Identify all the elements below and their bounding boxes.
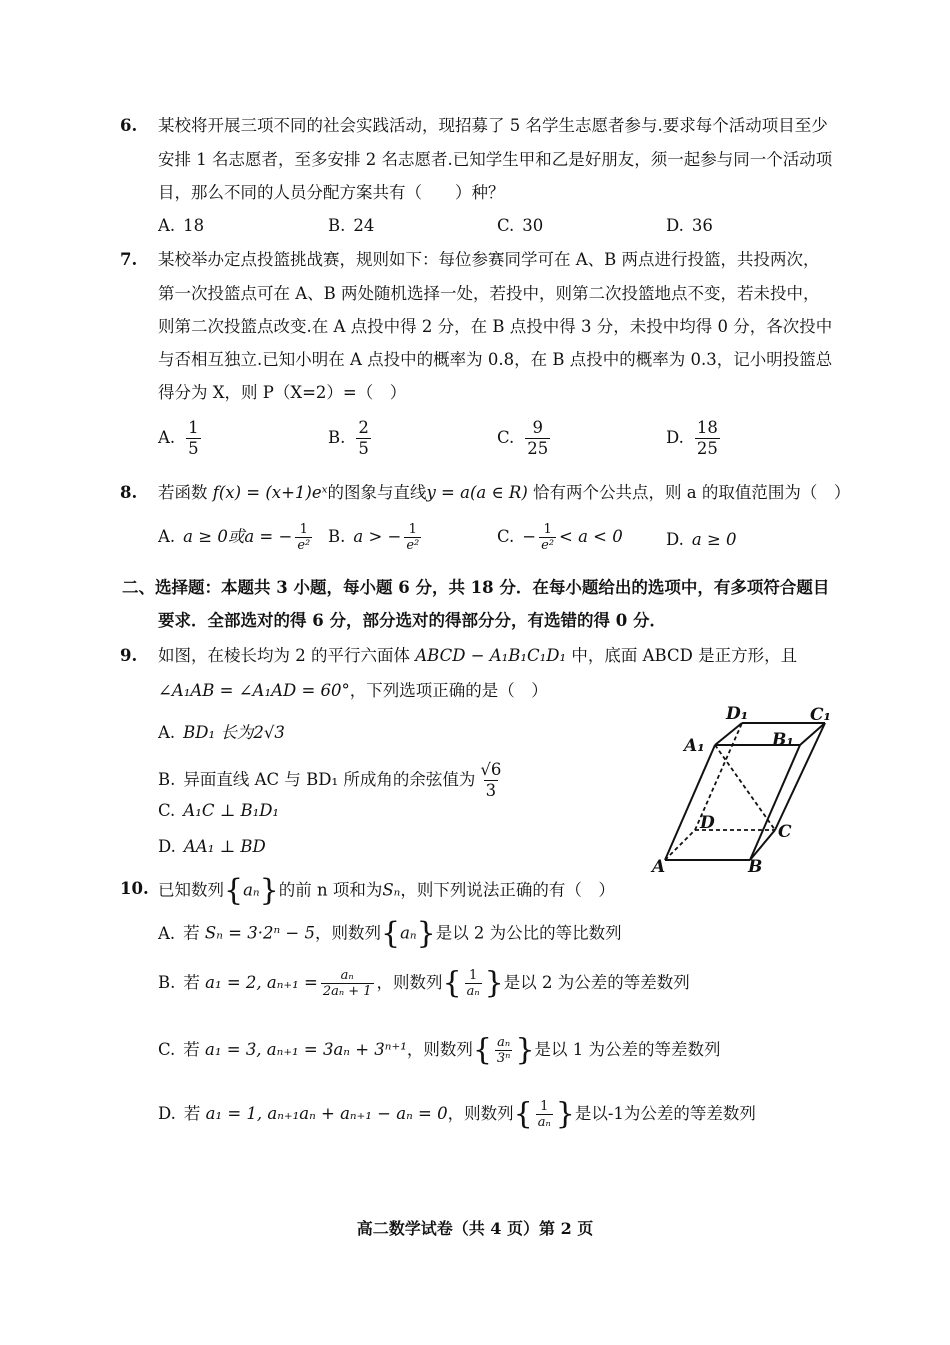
q9-number: 9. xyxy=(120,646,138,665)
q10-option-b-end: 是以 2 为公差的等差数列 xyxy=(503,973,690,992)
parallelepiped-figure xyxy=(650,705,850,875)
q7-option-a-label: A. xyxy=(158,428,176,447)
q10-option-b-seq-num: 1 xyxy=(469,968,478,983)
q7-line-1: 某校举办定点投篮挑战赛，规则如下：每位参赛同学可在 A、B 两点进行投篮，共投两次， xyxy=(158,250,820,269)
q9-option-b-num: √6 xyxy=(480,760,502,779)
q10-option-b-den: 2aₙ + 1 xyxy=(322,984,372,999)
q7-line-2: 第一次投篮点可在 A、B 两处随机选择一处，若投中，则第二次投篮地点不变，若未投中， xyxy=(158,284,820,303)
q9-line-1-post: 中，底面 ABCD 是正方形，且 xyxy=(571,646,798,665)
q8-option-c xyxy=(497,522,623,553)
vertex-label-b1: B₁ xyxy=(772,730,794,750)
edge-AD-hidden xyxy=(665,830,695,860)
q9-line-2 xyxy=(158,680,548,702)
q8-stem-pre: 若函数 xyxy=(158,483,208,502)
q10-option-d-seq-num: 1 xyxy=(540,1099,549,1114)
vertex-label-b: B xyxy=(748,857,763,875)
q10-option-b-pre: 若 xyxy=(183,973,200,992)
q7-option-c-num: 9 xyxy=(532,418,544,437)
q10-option-b-math: a₁ = 2, aₙ₊₁ = xyxy=(205,973,318,992)
q7-line-5: 得分为 X，则 P（X=2）=（ ） xyxy=(158,383,407,402)
q7-option-d-den: 25 xyxy=(696,439,718,458)
q10-sum: Sₙ xyxy=(382,880,401,900)
q6-option-a-text: 18 xyxy=(183,216,205,235)
q7-option-d xyxy=(666,418,723,459)
q8-option-c-label: C. xyxy=(497,527,515,546)
q7-option-a-num: 1 xyxy=(188,418,199,437)
vertex-label-a: A xyxy=(652,857,666,875)
q8-option-d-label: D. xyxy=(666,530,684,549)
q7-option-c-label: C. xyxy=(497,428,515,447)
q6-option-d xyxy=(666,215,713,237)
diagonal-A1C xyxy=(715,745,775,830)
page-footer: 高二数学试卷（共 4 页）第 2 页 xyxy=(356,1219,594,1238)
section2-heading-line-1: 二、选择题：本题共 3 小题，每小题 6 分，共 18 分．在每小题给出的选项中，有多项符合题目 xyxy=(122,578,830,597)
q10-option-a-seq: aₙ xyxy=(400,923,417,943)
q8-option-b-label: B. xyxy=(328,527,346,546)
vertex-label-c1: C₁ xyxy=(810,705,831,725)
q8-stem-mid: 的图象与直线 xyxy=(327,483,427,502)
q8-option-a-den: e² xyxy=(297,538,311,553)
q8-option-c-after: < a < 0 xyxy=(559,527,623,546)
q10-option-d-pre: 若 xyxy=(183,1104,201,1123)
q10-option-d: D. 若 a₁ = 1, aₙ₊₁aₙ + aₙ₊₁ − aₙ = 0，则数列{ $\frac{1}{\text{aₙ}}$ }是以-1为公差的等差数列 xyxy=(158,1096,756,1132)
q10-option-a: A. 若 Sₙ = 3·2ⁿ − 5，则数列{aₙ}是以 2 为公比的等比数列 xyxy=(158,916,622,951)
q9-option-c-label: C. xyxy=(158,801,176,820)
q6-option-b xyxy=(328,215,374,237)
q9-option-d-label: D. xyxy=(158,837,176,856)
q8-option-c-den: e² xyxy=(541,538,555,553)
q7-option-a-den: 5 xyxy=(188,439,199,458)
edge-BB1 xyxy=(750,745,800,860)
q9-option-b-den: 3 xyxy=(485,781,497,800)
q10-option-c-post: ，则数列 xyxy=(406,1040,473,1059)
q10-option-b-num: aₙ xyxy=(340,968,354,983)
q10-option-a-label: A. xyxy=(158,923,176,943)
q8-option-d-text: a ≥ 0 xyxy=(691,530,737,549)
q7-option-a xyxy=(158,418,204,459)
q10-option-c-seq-num: aₙ xyxy=(497,1035,511,1050)
q9-angle-condition: ∠A₁AB = ∠A₁AD = 60° xyxy=(158,681,350,700)
q8-option-b xyxy=(328,522,424,553)
q10-option-b-seq-den: aₙ xyxy=(466,984,480,999)
q10-option-b: B. 若 a₁ = 2, aₙ₊₁ = $\frac{\text{aₙ}}{\text{2aₙ + 1}}$ ，则数列{ $\frac{1}{\text{aₙ}}$ }是以 2 为公差的等差数列 xyxy=(158,965,690,1001)
q7-line-3: 则第二次投篮点改变.在 A 点投中得 2 分，在 B 点投中得 3 分，未投中均得 0 分，各次投中 xyxy=(158,317,833,336)
q8-number: 8. xyxy=(120,483,138,502)
q10-option-c-seq-den: 3ⁿ xyxy=(496,1051,511,1066)
q10-number: 10. xyxy=(120,879,149,898)
q8-option-b-den: e² xyxy=(406,538,420,553)
q8-option-c-before: − xyxy=(522,527,537,546)
q7-option-c-den: 25 xyxy=(527,439,549,458)
q6-option-a-label: A. xyxy=(158,216,176,235)
q9-solid: ABCD − A₁B₁C₁D₁ xyxy=(415,646,567,665)
q10-stem-mid: 的前 n 项和为 xyxy=(278,880,383,900)
q10-option-b-label: B. xyxy=(158,973,176,992)
q9-option-d xyxy=(158,836,266,858)
q8-stem-post: 恰有两个公共点，则 a 的取值范围为（ ） xyxy=(533,483,851,502)
q8-option-a xyxy=(158,522,315,553)
q10-option-c-pre: 若 xyxy=(183,1040,200,1059)
q8-stem xyxy=(158,482,850,504)
q9-option-a-label: A. xyxy=(158,723,176,742)
q6-line-3: 目，那么不同的人员分配方案共有（ ）种？ xyxy=(158,183,505,202)
q10-option-a-end: 是以 2 为公比的等比数列 xyxy=(435,923,622,943)
q6-option-c xyxy=(497,215,543,237)
q7-option-b-den: 5 xyxy=(358,439,369,458)
vertex-label-d: D xyxy=(700,813,715,833)
q7-option-d-num: 18 xyxy=(696,418,718,437)
q10-stem: 已知数列{aₙ}的前 n 项和为Sₙ，则下列说法正确的有（ ） xyxy=(158,873,615,908)
q9-option-b xyxy=(158,760,506,801)
q7-option-b-label: B. xyxy=(328,428,346,447)
q10-stem-post: ，则下列说法正确的有（ ） xyxy=(400,880,615,900)
q8-function: f(x) = (x+1)eˣ xyxy=(212,483,328,502)
q9-option-c xyxy=(158,800,279,822)
vertex-label-c: C xyxy=(778,822,792,842)
q10-option-a-pre: 若 xyxy=(183,923,200,943)
q10-option-c-label: C. xyxy=(158,1040,176,1059)
q8-option-d xyxy=(666,529,737,551)
q8-option-a-label: A. xyxy=(158,527,176,546)
q7-line-4: 与否相互独立.已知小明在 A 点投中的概率为 0.8，在 B 点投中的概率为 0.3，记小明投篮总 xyxy=(158,350,833,369)
edge-BC xyxy=(750,830,775,860)
q9-option-b-label: B. xyxy=(158,770,176,789)
q10-stem-pre: 已知数列 xyxy=(158,880,224,900)
q7-option-b-num: 2 xyxy=(358,418,369,437)
q6-option-b-label: B. xyxy=(328,216,346,235)
q10-option-c: C. 若 a₁ = 3, aₙ₊₁ = 3aₙ + 3ⁿ⁺¹，则数列{ $\frac{\text{aₙ}}{\text{3ⁿ}}$ }是以 1 为公差的等差数列 xyxy=(158,1032,721,1068)
q8-option-b-num: 1 xyxy=(408,522,417,537)
q10-option-c-end: 是以 1 为公差的等差数列 xyxy=(534,1040,721,1059)
q6-line-2: 安排 1 名志愿者，至多安排 2 名志愿者.已知学生甲和乙是好朋友，须一起参与同一个活动项 xyxy=(158,150,833,169)
q7-number: 7. xyxy=(120,250,138,269)
q9-option-d-text: AA₁ ⊥ BD xyxy=(183,837,266,856)
edge-B1C1 xyxy=(800,723,825,745)
q6-option-d-text: 36 xyxy=(691,216,713,235)
q10-option-d-label: D. xyxy=(158,1104,176,1123)
q9-option-a-value: 2√3 xyxy=(253,723,285,742)
q9-line-1 xyxy=(158,645,797,667)
q9-option-a-text: BD₁ 长为 xyxy=(183,723,254,742)
q7-option-d-label: D. xyxy=(666,428,684,447)
q10-option-a-post: ，则数列 xyxy=(314,923,381,943)
q6-option-b-text: 24 xyxy=(353,216,375,235)
q9-line-2-post: ，下列选项正确的是（ ） xyxy=(349,681,548,700)
q8-option-b-before: a > − xyxy=(353,527,402,546)
q6-option-d-label: D. xyxy=(666,216,684,235)
q8-option-c-num: 1 xyxy=(543,522,552,537)
q10-option-b-post: ，则数列 xyxy=(376,973,443,992)
q8-line-equation: y = a(a ∈ R) xyxy=(426,483,528,502)
q7-option-b xyxy=(328,418,374,459)
q10-sequence: aₙ xyxy=(243,880,260,900)
section2-heading-line-2: 要求．全部选对的得 6 分，部分选对的得部分分，有选错的得 0 分． xyxy=(158,611,666,630)
q10-option-d-seq-den: aₙ xyxy=(537,1115,551,1130)
q8-option-a-before: a ≥ 0或a = − xyxy=(183,527,293,546)
q6-option-c-text: 30 xyxy=(522,216,544,235)
q9-line-1-pre: 如图，在棱长均为 2 的平行六面体 xyxy=(158,646,410,665)
q9-option-b-text: 异面直线 AC 与 BD₁ 所成角的余弦值为 xyxy=(183,770,476,789)
q7-option-c xyxy=(497,418,553,459)
q6-number: 6. xyxy=(120,116,138,135)
q10-option-d-post: ，则数列 xyxy=(447,1104,514,1123)
vertex-label-d1: D₁ xyxy=(726,705,749,724)
q6-line-1: 某校将开展三项不同的社会实践活动，现招募了 5 名学生志愿者参与.要求每个活动项目至少 xyxy=(158,116,828,135)
q10-option-d-end: 是以-1为公差的等差数列 xyxy=(574,1104,756,1123)
vertex-label-a1: A₁ xyxy=(684,736,705,756)
q10-option-c-math: a₁ = 3, aₙ₊₁ = 3aₙ + 3ⁿ⁺¹ xyxy=(205,1040,407,1059)
q8-option-a-num: 1 xyxy=(299,522,308,537)
q10-option-d-math: a₁ = 1, aₙ₊₁aₙ + aₙ₊₁ − aₙ = 0 xyxy=(205,1104,448,1123)
q6-option-a xyxy=(158,215,204,237)
q6-option-c-label: C. xyxy=(497,216,515,235)
q9-option-c-text: A₁C ⊥ B₁D₁ xyxy=(183,801,280,820)
q10-option-a-math: Sₙ = 3·2ⁿ − 5 xyxy=(204,923,315,943)
q9-option-a xyxy=(158,722,285,744)
